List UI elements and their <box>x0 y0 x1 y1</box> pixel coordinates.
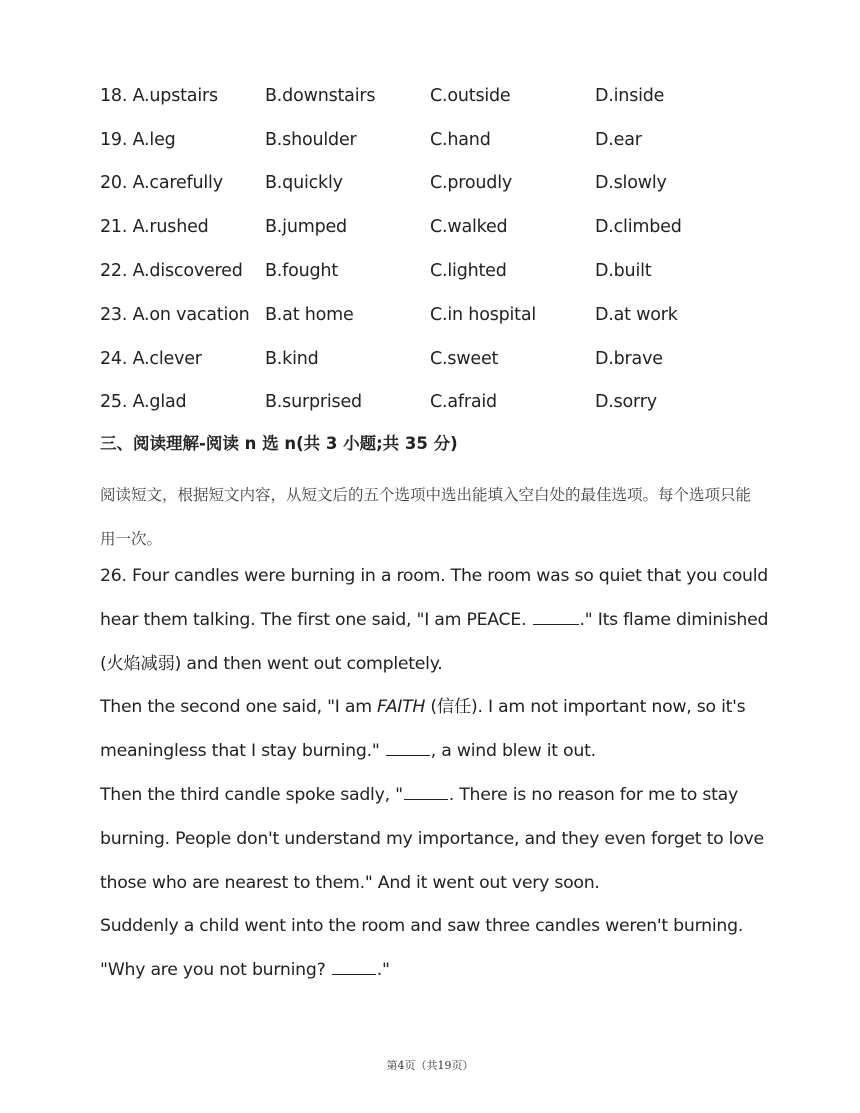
passage-text: Suddenly a child went into the room and saw three candles weren't burning. "Why are you not burning? <box>100 916 744 981</box>
option-c: C.walked <box>430 217 508 238</box>
question-row-24 <box>100 337 780 381</box>
option-c: C.hand <box>430 129 491 150</box>
passage-text: 26. Four candles were burning in a room. The room was so quiet that you could hear them talking. The first one said, "I am PEACE. <box>100 566 769 630</box>
option-c: C.sweet <box>430 348 499 369</box>
option-d: D.climbed <box>595 217 682 238</box>
option-a: 22. A.discovered <box>100 261 243 282</box>
option-a: 25. A.glad <box>100 392 187 413</box>
option-b: B.quickly <box>265 173 343 194</box>
option-b: B.jumped <box>265 217 347 238</box>
option-a: 20. A.carefully <box>100 173 223 194</box>
question-row-20 <box>100 162 780 206</box>
passage-paragraph-1 <box>100 555 780 686</box>
passage-text: ." Its flame diminished (火焰减弱) and then went out completely. <box>100 609 769 674</box>
answer-blank <box>404 781 448 800</box>
option-d: D.at work <box>595 304 678 325</box>
option-c: C.outside <box>430 85 511 106</box>
section-heading: 三、阅读理解-阅读 n 选 n(共 3 小题;共 35 分) <box>100 434 458 453</box>
passage-paragraph-2 <box>100 686 780 774</box>
option-c: C.in hospital <box>430 304 537 325</box>
passage-text: Then the third candle spoke sadly, " <box>100 784 403 805</box>
option-b: B.at home <box>265 304 354 325</box>
italic-word: FAITH <box>377 697 426 718</box>
option-d: D.inside <box>595 85 665 106</box>
option-b: B.kind <box>265 348 319 369</box>
answer-blank <box>386 737 430 756</box>
passage-paragraph-3 <box>100 774 780 905</box>
option-b: B.surprised <box>265 392 362 413</box>
option-b: B.shoulder <box>265 129 357 150</box>
option-b: B.downstairs <box>265 85 376 106</box>
passage-text: (信任). I am not important now, so it's meaningless that I stay burning." <box>100 697 746 762</box>
option-a: 24. A.clever <box>100 348 202 369</box>
answer-blank <box>533 606 579 625</box>
question-row-21 <box>100 205 780 249</box>
option-d: D.ear <box>595 129 642 150</box>
reading-passage <box>100 555 780 993</box>
passage-text: , a wind blew it out. <box>430 741 596 762</box>
option-d: D.slowly <box>595 173 667 194</box>
page-number-footer: 第4页（共19页） <box>386 1059 474 1072</box>
option-c: C.lighted <box>430 261 507 282</box>
question-row-25 <box>100 381 780 425</box>
question-row-18 <box>100 74 780 118</box>
option-c: C.afraid <box>430 392 497 413</box>
answer-blank <box>332 956 376 975</box>
option-a: 19. A.leg <box>100 129 176 150</box>
passage-text: . There is no reason for me to stay burning. People don't understand my importance, and they even forget to love those who are nearest to them." And it went out very soon. <box>100 784 764 893</box>
option-a: 18. A.upstairs <box>100 85 218 106</box>
question-row-23 <box>100 293 780 337</box>
option-d: D.sorry <box>595 392 657 413</box>
passage-text: ." <box>376 960 390 981</box>
option-a: 23. A.on vacation <box>100 304 250 325</box>
passage-text: Then the second one said, "I am <box>100 697 378 718</box>
option-a: 21. A.rushed <box>100 217 209 238</box>
option-b: B.fought <box>265 261 338 282</box>
option-d: D.built <box>595 261 652 282</box>
section-instructions: 阅读短文，根据短文内容，从短文后的五个选项中选出能填入空白处的最佳选项。每个选项只能用一次。 <box>100 486 752 548</box>
option-c: C.proudly <box>430 173 513 194</box>
answer-options-list <box>100 74 780 424</box>
question-row-19 <box>100 118 780 162</box>
passage-paragraph-4 <box>100 905 780 993</box>
option-d: D.brave <box>595 348 663 369</box>
question-row-22 <box>100 249 780 293</box>
